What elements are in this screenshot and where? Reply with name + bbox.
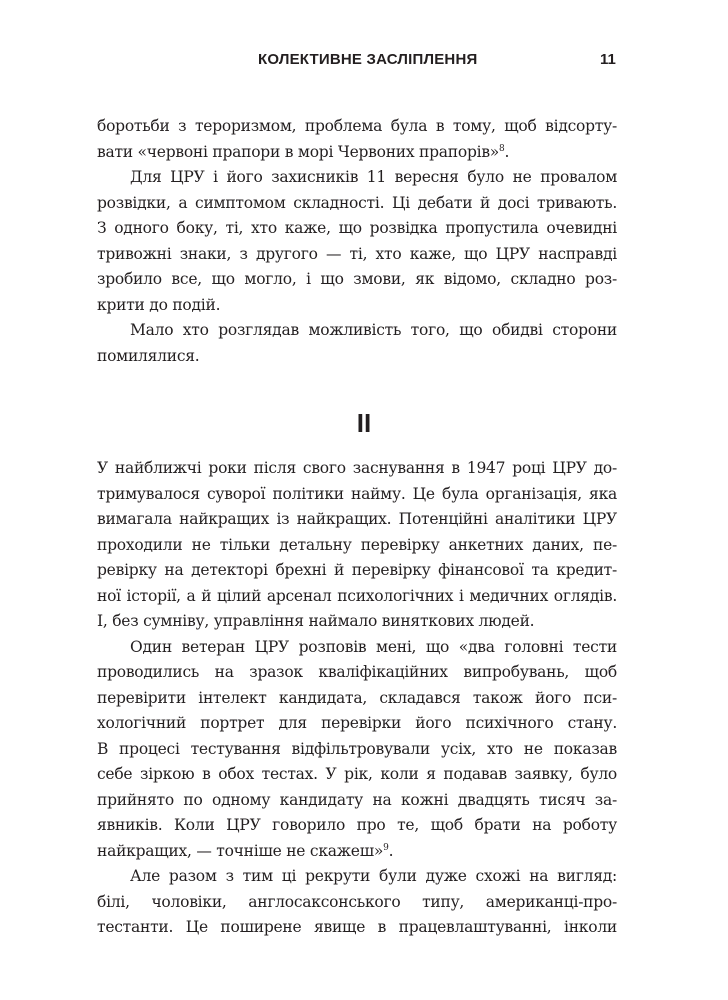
text-line: крити до подій. <box>97 295 221 314</box>
text-line: хологічний портрет для перевірки його психічного стану. <box>97 714 617 732</box>
text-line: проводились на зразок кваліфікаційних випробувань, щоб <box>97 663 617 681</box>
text-line: помилялися. <box>97 346 200 365</box>
running-header <box>0 48 728 72</box>
text-line <box>97 839 617 865</box>
text-block-top <box>97 114 617 369</box>
text-line: себе зіркою в обох тестах. У рік, коли я подавав заявку, було <box>97 765 617 783</box>
text-block-bottom <box>97 456 617 941</box>
paragraph <box>97 318 617 344</box>
paragraph <box>97 456 617 635</box>
paragraph <box>97 635 617 661</box>
text-line: проходили не тільки детальну перевірку анкетних даних, пе- <box>97 535 617 554</box>
text-line: Але разом з тим ці рекрути були дуже схожі на вигляд: <box>130 867 617 885</box>
text-line: тримувалося суворої політики найму. Це була організація, яка <box>97 484 617 503</box>
text-line-content: найкращих, — точніше не скажеш» <box>97 841 384 860</box>
text-line: зробило все, що могло, і що змови, як відомо, складно роз- <box>97 270 617 288</box>
paragraph <box>97 114 617 165</box>
text-line: тривожні знаки, з другого — ті, хто каже, що ЦРУ насправді <box>97 244 617 263</box>
section-heading: II <box>356 408 372 438</box>
text-line: боротьби з тероризмом, проблема була в тому, щоб відсорту- <box>97 117 617 135</box>
paragraph <box>97 165 617 191</box>
text-line: Для ЦРУ і його захисників 11 вересня було не провалом <box>130 168 617 186</box>
text-line: явників. Коли ЦРУ говорило про те, щоб брати на роботу <box>97 816 617 834</box>
text-line-content: вати «червоні прапори в морі Червоних прапорів» <box>97 142 500 161</box>
text-line: вимагала найкращих із найкращих. Потенційні аналітики ЦРУ <box>97 510 617 528</box>
text-line: тестанти. Це поширене явище в працевлаштуванні, інколи <box>97 918 617 936</box>
paragraph-continued <box>97 191 617 319</box>
text-line: білі, чоловіки, англосаксонського типу, американці-про- <box>97 892 617 911</box>
text-line: З одного боку, ті, хто каже, що розвідка пропустила очевидні <box>97 219 617 237</box>
footnote-ref: 8 <box>499 143 505 154</box>
sentence-end: . <box>388 841 394 860</box>
text-line: Мало хто розглядав можливість того, що обидві сторони <box>130 321 617 339</box>
running-title: КОЛЕКТИВНЕ ЗАСЛІПЛЕННЯ <box>258 51 478 68</box>
paragraph-continued <box>97 890 617 941</box>
page-number: 11 <box>600 51 616 68</box>
footnote-ref: 9 <box>383 842 389 853</box>
text-line: Один ветеран ЦРУ розповів мені, що «два головні тести <box>130 637 617 656</box>
text-line <box>97 140 617 166</box>
text-line: В процесі тестування відфільтровували усіх, хто не показав <box>97 739 617 758</box>
paragraph <box>97 864 617 890</box>
text-line: І, без сумніву, управління наймало виняткових людей. <box>97 612 535 630</box>
paragraph-continued <box>97 344 617 370</box>
text-line: перевірити інтелект кандидата, складався також його пси- <box>97 688 617 707</box>
text-line: У найближчі роки після свого заснування в 1947 році ЦРУ до- <box>97 459 617 477</box>
text-line: розвідки, а симптомом складності. Ці дебати й досі тривають. <box>97 193 617 212</box>
paragraph-continued <box>97 660 617 864</box>
text-line: ревірку на детекторі брехні й перевірку фінансової та кредит- <box>97 561 617 579</box>
text-line: ної історії, а й цілий арсенал психологічних і медичних оглядів. <box>97 586 617 605</box>
text-line: прийнято по одному кандидату на кожні двадцять тисяч за- <box>97 790 617 809</box>
sentence-end: . <box>504 142 510 161</box>
